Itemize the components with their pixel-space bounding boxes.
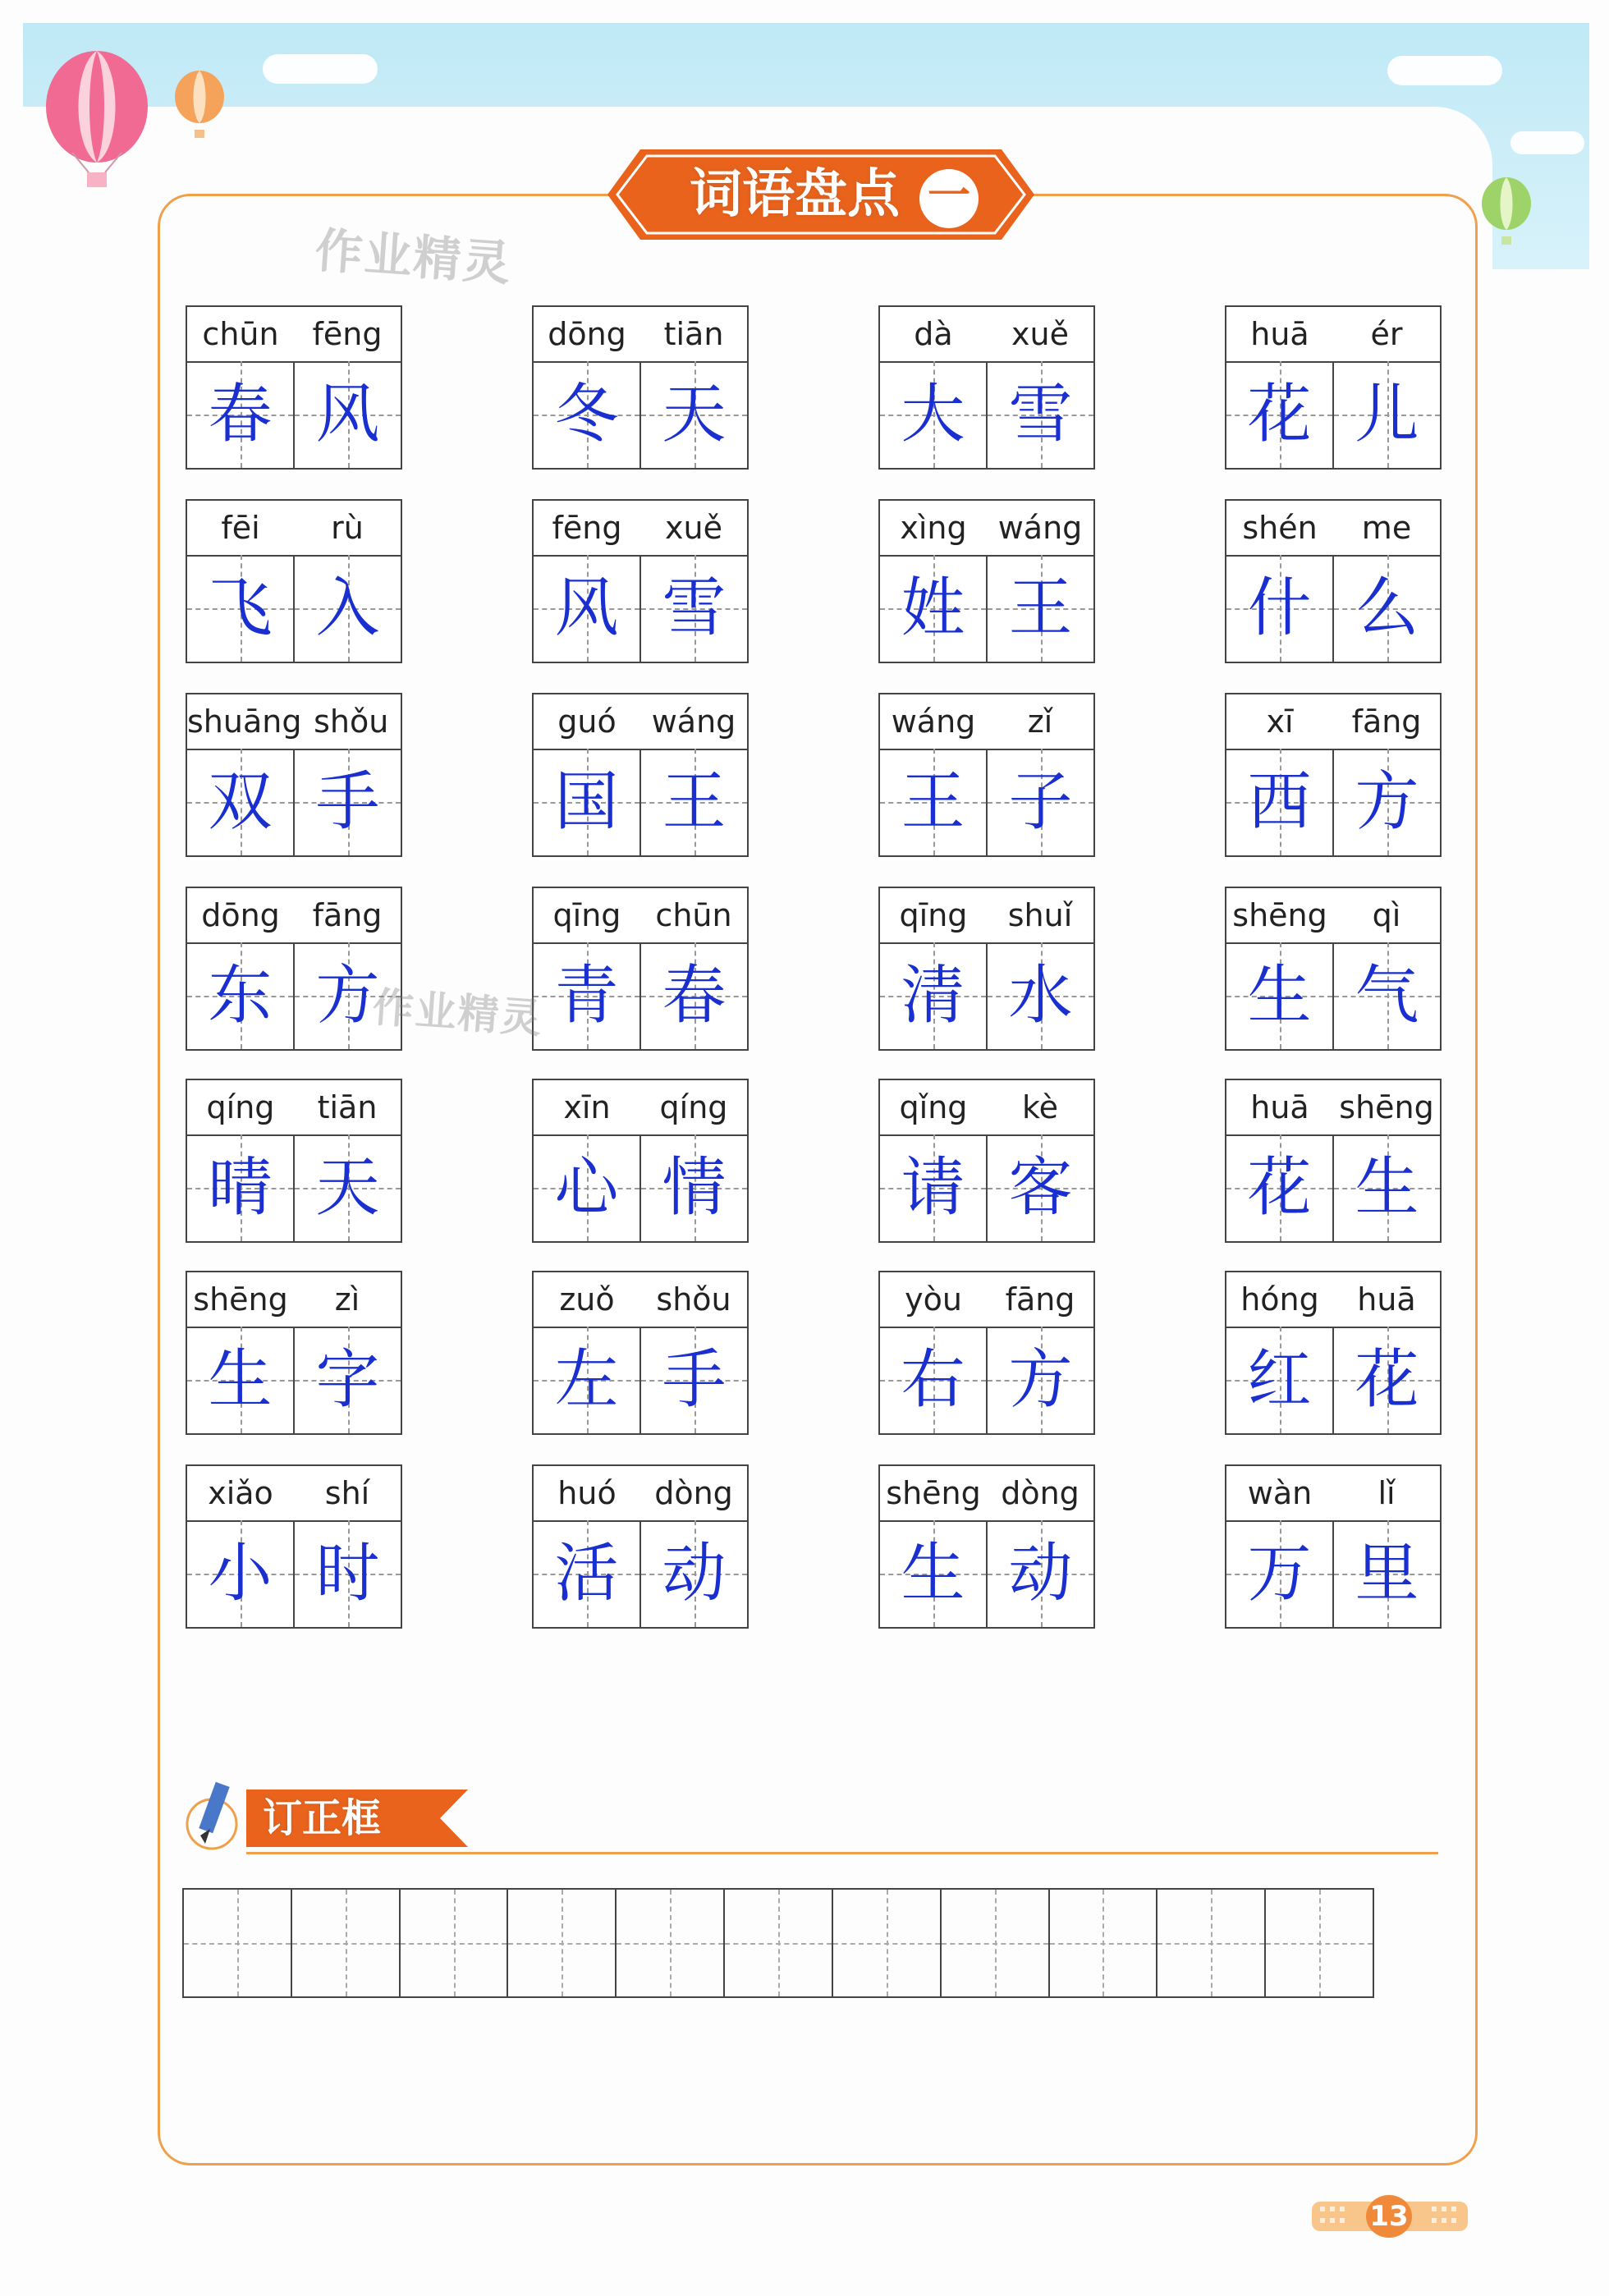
pinyin-syllable: fēng bbox=[312, 316, 383, 352]
pinyin-syllable: chūn bbox=[202, 316, 279, 352]
word-card bbox=[878, 1271, 1095, 1435]
tian-zi-ge-cell bbox=[187, 1520, 293, 1627]
tian-zi-ge-cell bbox=[639, 942, 747, 1049]
pinyin-syllable: shēng bbox=[1232, 897, 1327, 933]
word-card bbox=[532, 887, 749, 1051]
character-row bbox=[880, 361, 1093, 468]
hanzi-character: 花 bbox=[1247, 1151, 1312, 1225]
pinyin-syllable: qǐng bbox=[899, 1089, 968, 1125]
tian-zi-ge-cell bbox=[1332, 1520, 1440, 1627]
tian-zi-ge-cell bbox=[880, 361, 986, 468]
pinyin-syllable: fāng bbox=[1005, 1281, 1075, 1318]
pinyin-row bbox=[880, 501, 1093, 557]
tian-zi-ge-cell bbox=[534, 942, 639, 1049]
hanzi-character: 风 bbox=[554, 571, 619, 645]
pinyin-syllable: dà bbox=[914, 316, 953, 352]
watermark: 作业精灵 bbox=[370, 983, 545, 1043]
character-row bbox=[880, 555, 1093, 662]
pinyin-syllable: tiān bbox=[663, 316, 724, 352]
pinyin-syllable: huā bbox=[1250, 316, 1309, 352]
correction-grid bbox=[182, 1888, 1374, 1998]
word-card bbox=[186, 499, 402, 663]
word-card bbox=[1225, 1079, 1442, 1243]
hanzi-character: 方 bbox=[1008, 1343, 1073, 1417]
hanzi-character: 气 bbox=[1355, 959, 1419, 1033]
pinyin-syllable: yòu bbox=[905, 1281, 962, 1318]
hanzi-character: 清 bbox=[901, 959, 965, 1033]
tian-zi-ge-cell bbox=[293, 1327, 401, 1433]
hot-air-balloon-icon bbox=[39, 49, 154, 197]
pinyin-syllable: qì bbox=[1372, 897, 1401, 933]
word-card bbox=[878, 305, 1095, 470]
pinyin-row bbox=[534, 1466, 747, 1522]
tian-zi-ge-cell bbox=[187, 1134, 293, 1241]
hanzi-character: 晴 bbox=[208, 1151, 273, 1225]
tian-zi-ge-cell bbox=[639, 1327, 747, 1433]
tian-zi-ge-cell bbox=[1226, 749, 1332, 855]
correction-writing-box[interactable] bbox=[291, 1890, 399, 1996]
pinyin-syllable: shēng bbox=[886, 1475, 981, 1511]
hanzi-character: 花 bbox=[1355, 1343, 1419, 1417]
hanzi-character: 水 bbox=[1008, 959, 1073, 1033]
tian-zi-ge-cell bbox=[1226, 1327, 1332, 1433]
pinyin-syllable: shǒu bbox=[656, 1281, 731, 1318]
pinyin-syllable: xiǎo bbox=[208, 1475, 273, 1511]
hanzi-character: 东 bbox=[208, 959, 273, 1033]
pinyin-row bbox=[534, 888, 747, 944]
correction-writing-box[interactable] bbox=[1156, 1890, 1264, 1996]
character-row bbox=[187, 1327, 401, 1433]
tian-zi-ge-cell bbox=[293, 555, 401, 662]
correction-writing-box[interactable] bbox=[399, 1890, 507, 1996]
tian-zi-ge-cell bbox=[293, 361, 401, 468]
cloud-decoration bbox=[1510, 131, 1584, 154]
tian-zi-ge-cell bbox=[986, 1134, 1093, 1241]
tian-zi-ge-cell bbox=[880, 942, 986, 1049]
hanzi-character: 雪 bbox=[1008, 378, 1073, 451]
pinyin-syllable: dōng bbox=[201, 897, 280, 933]
hanzi-character: 时 bbox=[315, 1537, 380, 1611]
correction-divider bbox=[246, 1852, 1438, 1854]
word-card bbox=[1225, 305, 1442, 470]
pinyin-syllable: shǒu bbox=[314, 703, 389, 740]
pinyin-syllable: fāng bbox=[312, 897, 383, 933]
pinyin-row bbox=[534, 307, 747, 363]
correction-writing-box[interactable] bbox=[184, 1890, 291, 1996]
pinyin-syllable: lǐ bbox=[1378, 1475, 1396, 1511]
cloud-decoration bbox=[263, 54, 378, 84]
hanzi-character: 心 bbox=[554, 1151, 619, 1225]
hanzi-character: 春 bbox=[208, 378, 273, 451]
hanzi-character: 飞 bbox=[208, 571, 273, 645]
pinyin-syllable: chūn bbox=[655, 897, 732, 933]
hanzi-character: 万 bbox=[1247, 1537, 1312, 1611]
hot-air-balloon-icon bbox=[171, 69, 228, 143]
pinyin-syllable: xuě bbox=[1011, 316, 1069, 352]
hanzi-character: 冬 bbox=[554, 378, 619, 451]
hanzi-character: 生 bbox=[1247, 959, 1312, 1033]
character-row bbox=[880, 942, 1093, 1049]
tian-zi-ge-cell bbox=[639, 555, 747, 662]
pinyin-row bbox=[187, 1272, 401, 1328]
pinyin-syllable: shēng bbox=[1339, 1089, 1434, 1125]
tian-zi-ge-cell bbox=[1226, 1134, 1332, 1241]
pinyin-syllable: qīng bbox=[899, 897, 968, 933]
character-row bbox=[1226, 942, 1440, 1049]
pinyin-syllable: huā bbox=[1250, 1089, 1309, 1125]
pinyin-row bbox=[534, 1080, 747, 1136]
tian-zi-ge-cell bbox=[880, 1327, 986, 1433]
hanzi-character: 手 bbox=[662, 1343, 727, 1417]
hanzi-character: 天 bbox=[315, 1151, 380, 1225]
tian-zi-ge-cell bbox=[187, 1327, 293, 1433]
pinyin-syllable: shuāng bbox=[187, 703, 302, 740]
character-row bbox=[187, 1134, 401, 1241]
tian-zi-ge-cell bbox=[1332, 361, 1440, 468]
tian-zi-ge-cell bbox=[293, 749, 401, 855]
pinyin-syllable: dòng bbox=[654, 1475, 733, 1511]
pinyin-syllable: wáng bbox=[651, 703, 736, 740]
word-card bbox=[186, 1271, 402, 1435]
tian-zi-ge-cell bbox=[880, 1520, 986, 1627]
correction-writing-box[interactable] bbox=[1048, 1890, 1157, 1996]
tian-zi-ge-cell bbox=[880, 1134, 986, 1241]
tian-zi-ge-cell bbox=[639, 1134, 747, 1241]
pinyin-syllable: huā bbox=[1357, 1281, 1416, 1318]
hanzi-character: 动 bbox=[1008, 1537, 1073, 1611]
pinyin-row bbox=[534, 694, 747, 750]
tian-zi-ge-cell bbox=[1226, 1520, 1332, 1627]
pinyin-syllable: tiān bbox=[317, 1089, 378, 1125]
pinyin-row bbox=[880, 1080, 1093, 1136]
pinyin-syllable: qíng bbox=[659, 1089, 728, 1125]
hanzi-character: 王 bbox=[662, 765, 727, 839]
character-row bbox=[1226, 361, 1440, 468]
character-row bbox=[534, 361, 747, 468]
character-row bbox=[534, 1134, 747, 1241]
hanzi-character: 左 bbox=[554, 1343, 619, 1417]
pinyin-row bbox=[1226, 501, 1440, 557]
hanzi-character: 方 bbox=[1355, 765, 1419, 839]
correction-writing-box[interactable] bbox=[507, 1890, 615, 1996]
hanzi-character: 里 bbox=[1355, 1537, 1419, 1611]
word-card bbox=[878, 1464, 1095, 1629]
tian-zi-ge-cell bbox=[187, 361, 293, 468]
correction-writing-box[interactable] bbox=[723, 1890, 832, 1996]
pinyin-row bbox=[880, 307, 1093, 363]
watermark: 作业精灵 bbox=[313, 222, 514, 292]
word-card bbox=[1225, 693, 1442, 857]
page-title: 词语盘点 bbox=[690, 164, 900, 225]
pinyin-syllable: guó bbox=[557, 703, 617, 740]
tian-zi-ge-cell bbox=[1226, 942, 1332, 1049]
pinyin-syllable: fēi bbox=[221, 510, 260, 546]
word-card bbox=[878, 499, 1095, 663]
pinyin-row bbox=[1226, 1272, 1440, 1328]
correction-writing-box[interactable] bbox=[615, 1890, 723, 1996]
tian-zi-ge-cell bbox=[639, 361, 747, 468]
character-row bbox=[1226, 1327, 1440, 1433]
hanzi-character: 双 bbox=[208, 765, 273, 839]
tian-zi-ge-cell bbox=[1332, 1134, 1440, 1241]
pinyin-syllable: qīng bbox=[552, 897, 621, 933]
tian-zi-ge-cell bbox=[293, 1520, 401, 1627]
pinyin-row bbox=[187, 1080, 401, 1136]
character-row bbox=[534, 555, 747, 662]
character-row bbox=[880, 1520, 1093, 1627]
pinyin-syllable: me bbox=[1361, 510, 1412, 546]
character-row bbox=[187, 1520, 401, 1627]
pinyin-row bbox=[880, 888, 1093, 944]
hanzi-character: 小 bbox=[208, 1537, 273, 1611]
pinyin-syllable: dòng bbox=[1001, 1475, 1080, 1511]
pinyin-syllable: shuǐ bbox=[1007, 897, 1073, 933]
pinyin-syllable: kè bbox=[1021, 1089, 1059, 1125]
hanzi-character: 情 bbox=[662, 1151, 727, 1225]
cloud-decoration bbox=[1387, 56, 1502, 85]
pinyin-row bbox=[534, 1272, 747, 1328]
hanzi-character: 子 bbox=[1008, 765, 1073, 839]
pinyin-row bbox=[1226, 307, 1440, 363]
hanzi-character: 方 bbox=[315, 959, 380, 1033]
pinyin-row bbox=[880, 1272, 1093, 1328]
word-card bbox=[878, 1079, 1095, 1243]
hanzi-character: 儿 bbox=[1355, 378, 1419, 451]
tian-zi-ge-cell bbox=[986, 555, 1093, 662]
tian-zi-ge-cell bbox=[534, 1327, 639, 1433]
correction-title: 订正框 bbox=[263, 1795, 382, 1841]
pinyin-syllable: rù bbox=[331, 510, 364, 546]
hanzi-character: 西 bbox=[1247, 765, 1312, 839]
tian-zi-ge-cell bbox=[986, 361, 1093, 468]
pinyin-row bbox=[880, 694, 1093, 750]
word-card bbox=[1225, 887, 1442, 1051]
tian-zi-ge-cell bbox=[880, 555, 986, 662]
tian-zi-ge-cell bbox=[986, 1327, 1093, 1433]
tian-zi-ge-cell bbox=[534, 361, 639, 468]
character-row bbox=[534, 1327, 747, 1433]
tian-zi-ge-cell bbox=[187, 555, 293, 662]
hanzi-character: 春 bbox=[662, 959, 727, 1033]
pinyin-row bbox=[534, 501, 747, 557]
character-row bbox=[187, 555, 401, 662]
word-card bbox=[186, 693, 402, 857]
tian-zi-ge-cell bbox=[986, 942, 1093, 1049]
hanzi-character: 青 bbox=[554, 959, 619, 1033]
tian-zi-ge-cell bbox=[880, 749, 986, 855]
character-row bbox=[1226, 1520, 1440, 1627]
hanzi-character: 风 bbox=[315, 378, 380, 451]
hanzi-character: 生 bbox=[1355, 1151, 1419, 1225]
word-card bbox=[186, 1079, 402, 1243]
tian-zi-ge-cell bbox=[187, 942, 293, 1049]
word-card bbox=[532, 693, 749, 857]
character-row bbox=[880, 749, 1093, 855]
word-card bbox=[1225, 1464, 1442, 1629]
word-card bbox=[532, 1079, 749, 1243]
hanzi-character: 手 bbox=[315, 765, 380, 839]
tian-zi-ge-cell bbox=[1226, 361, 1332, 468]
character-row bbox=[1226, 749, 1440, 855]
pinyin-row bbox=[1226, 694, 1440, 750]
pinyin-syllable: fāng bbox=[1351, 703, 1422, 740]
page-number: 13 bbox=[1366, 2195, 1412, 2238]
pinyin-row bbox=[187, 694, 401, 750]
pinyin-syllable: fēng bbox=[552, 510, 622, 546]
word-card bbox=[532, 305, 749, 470]
pinyin-syllable: hóng bbox=[1240, 1281, 1319, 1318]
hanzi-character: 动 bbox=[662, 1537, 727, 1611]
word-card bbox=[532, 499, 749, 663]
hanzi-character: 姓 bbox=[901, 571, 965, 645]
pinyin-syllable: xuě bbox=[665, 510, 722, 546]
tian-zi-ge-cell bbox=[293, 1134, 401, 1241]
hanzi-character: 红 bbox=[1247, 1343, 1312, 1417]
tian-zi-ge-cell bbox=[534, 1520, 639, 1627]
pinyin-row bbox=[1226, 888, 1440, 944]
hanzi-character: 王 bbox=[901, 765, 965, 839]
hanzi-character: 大 bbox=[901, 378, 965, 451]
pencil-icon bbox=[182, 1778, 240, 1852]
hot-air-balloon-icon bbox=[1478, 176, 1535, 250]
correction-writing-box[interactable] bbox=[1264, 1890, 1373, 1996]
hanzi-character: 生 bbox=[208, 1343, 273, 1417]
pinyin-syllable: zuǒ bbox=[559, 1281, 615, 1318]
tian-zi-ge-cell bbox=[534, 749, 639, 855]
hanzi-character: 花 bbox=[1247, 378, 1312, 451]
hanzi-character: 入 bbox=[315, 571, 380, 645]
pinyin-syllable: wáng bbox=[997, 510, 1083, 546]
tian-zi-ge-cell bbox=[1332, 1327, 1440, 1433]
character-row bbox=[880, 1327, 1093, 1433]
pinyin-syllable: huó bbox=[557, 1475, 617, 1511]
pinyin-syllable: zì bbox=[334, 1281, 360, 1318]
correction-writing-box[interactable] bbox=[832, 1890, 940, 1996]
pinyin-syllable: xīn bbox=[563, 1089, 611, 1125]
word-card bbox=[1225, 1271, 1442, 1435]
pinyin-syllable: wáng bbox=[891, 703, 976, 740]
character-row bbox=[187, 361, 401, 468]
character-row bbox=[534, 1520, 747, 1627]
pinyin-row bbox=[1226, 1080, 1440, 1136]
tian-zi-ge-cell bbox=[1332, 749, 1440, 855]
hanzi-character: 右 bbox=[901, 1343, 965, 1417]
tian-zi-ge-cell bbox=[1332, 555, 1440, 662]
pinyin-syllable: xìng bbox=[900, 510, 967, 546]
pinyin-syllable: shēng bbox=[193, 1281, 288, 1318]
hanzi-character: 生 bbox=[901, 1537, 965, 1611]
character-row bbox=[880, 1134, 1093, 1241]
character-row bbox=[187, 942, 401, 1049]
word-card bbox=[878, 693, 1095, 857]
tian-zi-ge-cell bbox=[187, 749, 293, 855]
hanzi-character: 请 bbox=[901, 1151, 965, 1225]
pinyin-row bbox=[880, 1466, 1093, 1522]
word-card bbox=[1225, 499, 1442, 663]
pinyin-syllable: wàn bbox=[1247, 1475, 1313, 1511]
hanzi-character: 王 bbox=[1008, 571, 1073, 645]
pinyin-syllable: shén bbox=[1242, 510, 1318, 546]
tian-zi-ge-cell bbox=[534, 555, 639, 662]
word-card bbox=[186, 887, 402, 1051]
tian-zi-ge-cell bbox=[1332, 942, 1440, 1049]
tian-zi-ge-cell bbox=[639, 749, 747, 855]
word-card bbox=[186, 1464, 402, 1629]
pinyin-row bbox=[187, 888, 401, 944]
hanzi-character: 字 bbox=[315, 1343, 380, 1417]
hanzi-character: 天 bbox=[662, 378, 727, 451]
word-card bbox=[878, 887, 1095, 1051]
correction-writing-box[interactable] bbox=[940, 1890, 1048, 1996]
pinyin-row bbox=[187, 501, 401, 557]
word-card bbox=[532, 1271, 749, 1435]
hanzi-character: 什 bbox=[1247, 571, 1312, 645]
word-card bbox=[186, 305, 402, 470]
tian-zi-ge-cell bbox=[534, 1134, 639, 1241]
pinyin-syllable: qíng bbox=[206, 1089, 275, 1125]
pinyin-syllable: zǐ bbox=[1027, 703, 1053, 740]
hanzi-character: 么 bbox=[1355, 571, 1419, 645]
title-number-badge: 一 bbox=[919, 169, 979, 228]
pinyin-syllable: shí bbox=[324, 1475, 370, 1511]
word-card bbox=[532, 1464, 749, 1629]
pinyin-syllable: xī bbox=[1266, 703, 1294, 740]
hanzi-character: 国 bbox=[554, 765, 619, 839]
character-row bbox=[534, 749, 747, 855]
hanzi-character: 客 bbox=[1008, 1151, 1073, 1225]
character-row bbox=[1226, 555, 1440, 662]
tian-zi-ge-cell bbox=[986, 749, 1093, 855]
tian-zi-ge-cell bbox=[986, 1520, 1093, 1627]
character-row bbox=[534, 942, 747, 1049]
pinyin-row bbox=[1226, 1466, 1440, 1522]
pinyin-syllable: ér bbox=[1370, 316, 1403, 352]
tian-zi-ge-cell bbox=[639, 1520, 747, 1627]
pinyin-row bbox=[187, 1466, 401, 1522]
pinyin-syllable: dōng bbox=[548, 316, 626, 352]
character-row bbox=[187, 749, 401, 855]
tian-zi-ge-cell bbox=[1226, 555, 1332, 662]
hanzi-character: 雪 bbox=[662, 571, 727, 645]
hanzi-character: 活 bbox=[554, 1537, 619, 1611]
character-row bbox=[1226, 1134, 1440, 1241]
pinyin-row bbox=[187, 307, 401, 363]
